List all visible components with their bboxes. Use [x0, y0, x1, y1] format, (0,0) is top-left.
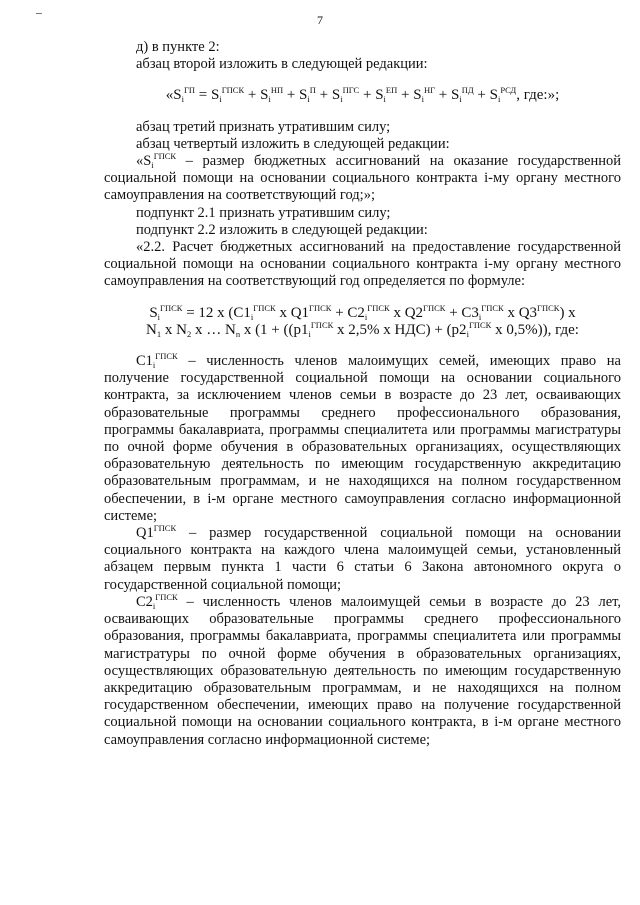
line-subitem22-edit: подпункт 2.2 изложить в следующей редакции:: [136, 221, 428, 238]
line-subitem21-void: подпункт 2.1 признать утратившим силу;: [136, 204, 391, 221]
definition-sgpsk: «$S_i^{ГПСК}$ – размер бюджетных ассигнований на оказание государственной социальной помощи на основании социального контракта i-му органу местного самоуправления на соответствующий год;»;: [104, 151, 621, 204]
formula-sgpsk-line1: $S_i^{ГПСК} = 12$ x ($C1_i^{ГПСК}$ x $Q1^{ГПСК} + C2_i^{ГПСК}$ x $Q2^{ГПСК} + C3_i^{ГПСК}$ x $Q3^{ГПСК}$) x: [149, 302, 576, 322]
paragraph-2-2: «2.2. Расчет бюджетных ассигнований на предоставление государственной социальной помощи на основании социального контракта i-му органу местного самоуправления на соответствующий год определяется по формуле:: [104, 239, 621, 290]
page-number: 7: [317, 13, 323, 27]
formula-sgp: «$S_i^{ГП} = S_i^{ГПСК} + S_i^{НП} + S_i^П + S_i^{ПГС} + S_i^{ЕП} + S_i^{НГ} + S_i^{ПД} + S_i^{РСД}$, где:»;: [165, 85, 560, 105]
formula-sgpsk-line2: $N_1$ x $N_2$ x … $N_n$ x ($1 + ((p1_i^{ГПСК}$ x 2,5% x $НДС) + (p2_i^{ГПСК}$ x 0,5%)), где:: [146, 319, 579, 339]
line-paragraph4-edit: абзац четвертый изложить в следующей редакции:: [136, 135, 450, 152]
document-text: [104, 39, 621, 749]
definition-q1: $Q1^{ГПСК}$ – размер государственной социальной помощи на основании социального контракта на каждого члена малоимущей семьи, установленный абзацем первым пункта 1 части 6 статьи 6 Закона автономного округа о государственной социальной помощи;: [104, 523, 621, 593]
definition-c1: $C1_i^{ГПСК}$ – численность членов малоимущих семей, имеющих право на получение государственной социальной помощи на основании социального контракта, за исключением членов семьи в возрасте до 23 лет, осваивающих образовательные программы среднего профессионального образования, программы бакалавриата, программы специалитета или программы магистратуры по очной форме обучения в образовательных организациях, осуществляющих образовательную деятельность по имеющим государственную аккредитацию образовательным программам, и не находящихся на полном государственном обеспечении, в i-м органе местного самоуправления согласно информационной системе;: [104, 351, 621, 524]
line-d-item2: д) в пункте 2:: [136, 39, 220, 55]
line-paragraph3-void: абзац третий признать утратившим силу;: [136, 118, 391, 135]
line-paragraph2-edit: абзац второй изложить в следующей редакции:: [136, 56, 428, 73]
definition-c2: $C2_i^{ГПСК}$ – численность членов малоимущей семьи в возрасте до 23 лет, осваивающих образовательные программы среднего профессионального образования, программы бакалавриата, программы специалитета или программы магистратуры по очной форме обучения в образовательных организациях, осуществляющих образовательную деятельность по имеющим государственную аккредитацию образовательным программам, и не находящихся на полном государственном обеспечении, имеющих право на получение государственной социальной помощи на основании социального контракта, в i-м органе местного самоуправления согласно информационной системе;: [104, 591, 621, 748]
